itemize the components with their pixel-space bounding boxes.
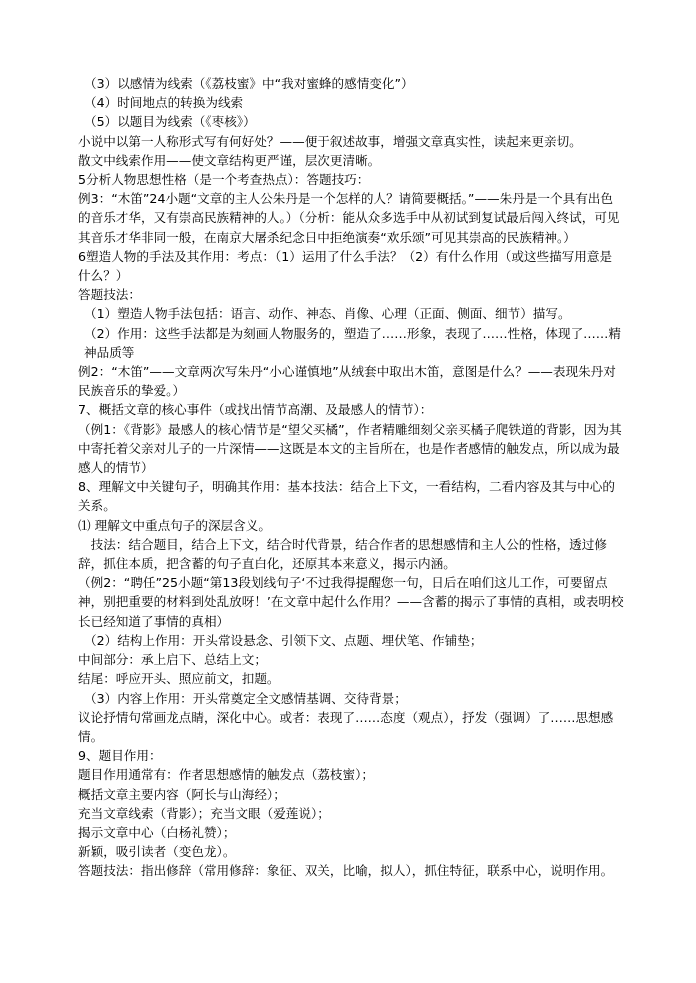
text-paragraph: 例2：“木笛”——文章两次写朱丹“小心谨慎地”从绒套中取出木笛，意图是什么？——表现朱丹对民族音乐的挚爱。） <box>78 364 616 399</box>
text-paragraph: 7、概括文章的核心事件（或找出情节高潮、及最感人的情节）： <box>78 402 433 418</box>
text-paragraph: 揭示文章中心（白杨礼赞）； <box>78 824 236 840</box>
text-paragraph: 答题技法： <box>78 287 141 303</box>
text-paragraph: （3）内容上作用：开头常奠定全文感情基调、交待背景； <box>84 690 407 706</box>
text-paragraph: 8、理解文中关键句子，明确其作用：基本技法：结合上下文，一看结构，二看内容及其与中心的关系。 <box>78 479 615 514</box>
text-paragraph: （例2：“聘任”25小题“第13段划线句子‘不过我得提醒您一句，日后在咱们这儿工作，可要留点神，别把重要的材料到处乱放呀！’在文章中起什么作用？——含蓄的揭示了事情的真相，或表明校长已经知道了事情的真相） <box>78 575 624 629</box>
text-paragraph: （4）时间地点的转换为线索 <box>84 95 244 111</box>
text-paragraph: （5）以题目为线索（《枣核》） <box>84 114 256 130</box>
text-paragraph: （1）塑造人物手法包括：语言、动作、神态、肖像、心理（正面、侧面、细节）描写。 <box>84 306 571 322</box>
text-paragraph: ⑴ 理解文中重点句子的深层含义。 <box>78 517 271 533</box>
text-paragraph: （3）以感情为线索（《荔枝蜜》中“我对蜜蜂的感情变化”） <box>84 76 414 91</box>
text-paragraph: 小说中以第一人称形式写有何好处？——便于叙述故事，增强文章真实性，读起来更亲切。 <box>78 133 582 149</box>
text-paragraph: 6塑造人物的手法及其作用：考点：（1）运用了什么手法？（2）有什么作用（或这些描写用意是什么？） <box>78 248 613 284</box>
text-paragraph: 中间部分：承上启下、总结上文； <box>78 652 267 668</box>
text-paragraph: （2）作用：这些手法都是为刻画人物服务的，塑造了……形象，表现了……性格，体现了……精神品质等 <box>84 325 621 360</box>
text-paragraph: （例1：《背影》最感人的核心情节是“望父买橘”，作者精雕细刻父亲买橘子爬铁道的背影，因为其中寄托着父亲对儿子的一片深情——这既是本文的主旨所在，也是作者感情的触发点，所以成为最感人的情节） <box>78 421 622 476</box>
text-paragraph: 答题技法：指出修辞（常用修辞：象征、双关，比喻，拟人），抓住特征，联系中心，说明作用。 <box>78 863 614 879</box>
text-paragraph: 结尾：呼应开头、照应前文，扣题。 <box>78 671 280 687</box>
text-paragraph: （2）结构上作用：开头常设悬念、引领下文、点题、埋伏笔、作铺垫； <box>84 632 483 648</box>
text-paragraph: 议论抒情句常画龙点睛，深化中心。或者：表现了……态度（观点），抒发（强调）了……思想感情。 <box>78 709 614 744</box>
text-paragraph: 新颖，吸引读者（变色龙）。 <box>78 844 236 860</box>
text-paragraph: 概括文章主要内容（阿长与山海经）； <box>78 786 286 802</box>
text-paragraph: 技法：结合题目，结合上下文，结合时代背景，结合作者的思想感情和主人公的性格，透过修辞，抓住本质，把含蓄的句子直白化，还原其本来意义，揭示内涵。 <box>78 536 607 572</box>
text-paragraph: 5分析人物思想性格（是一个考查热点）：答题技巧： <box>78 172 370 188</box>
text-paragraph: 例3：“木笛”24小题“文章的主人公朱丹是一个怎样的人？请简要概括。”——朱丹是一个具有出色的音乐才华，又有崇高民族精神的人。）（分析：能从众多选手中从初试到复试最后闯入终试，可见其音乐才华非同一般，在南京大屠杀纪念日中拒绝演奏“欢乐颂”可见其崇高的民族精神。） <box>78 191 620 245</box>
text-paragraph: 9、题目作用： <box>78 748 162 764</box>
document-body <box>78 74 624 881</box>
text-paragraph: 题目作用通常有：作者思想感情的触发点（荔枝蜜）； <box>78 767 374 783</box>
text-paragraph: 充当文章线索（背影）；充当文眼（爱莲说）； <box>78 805 330 821</box>
text-paragraph: 散文中线索作用——使文章结构更严谨，层次更清晰。 <box>78 152 381 168</box>
